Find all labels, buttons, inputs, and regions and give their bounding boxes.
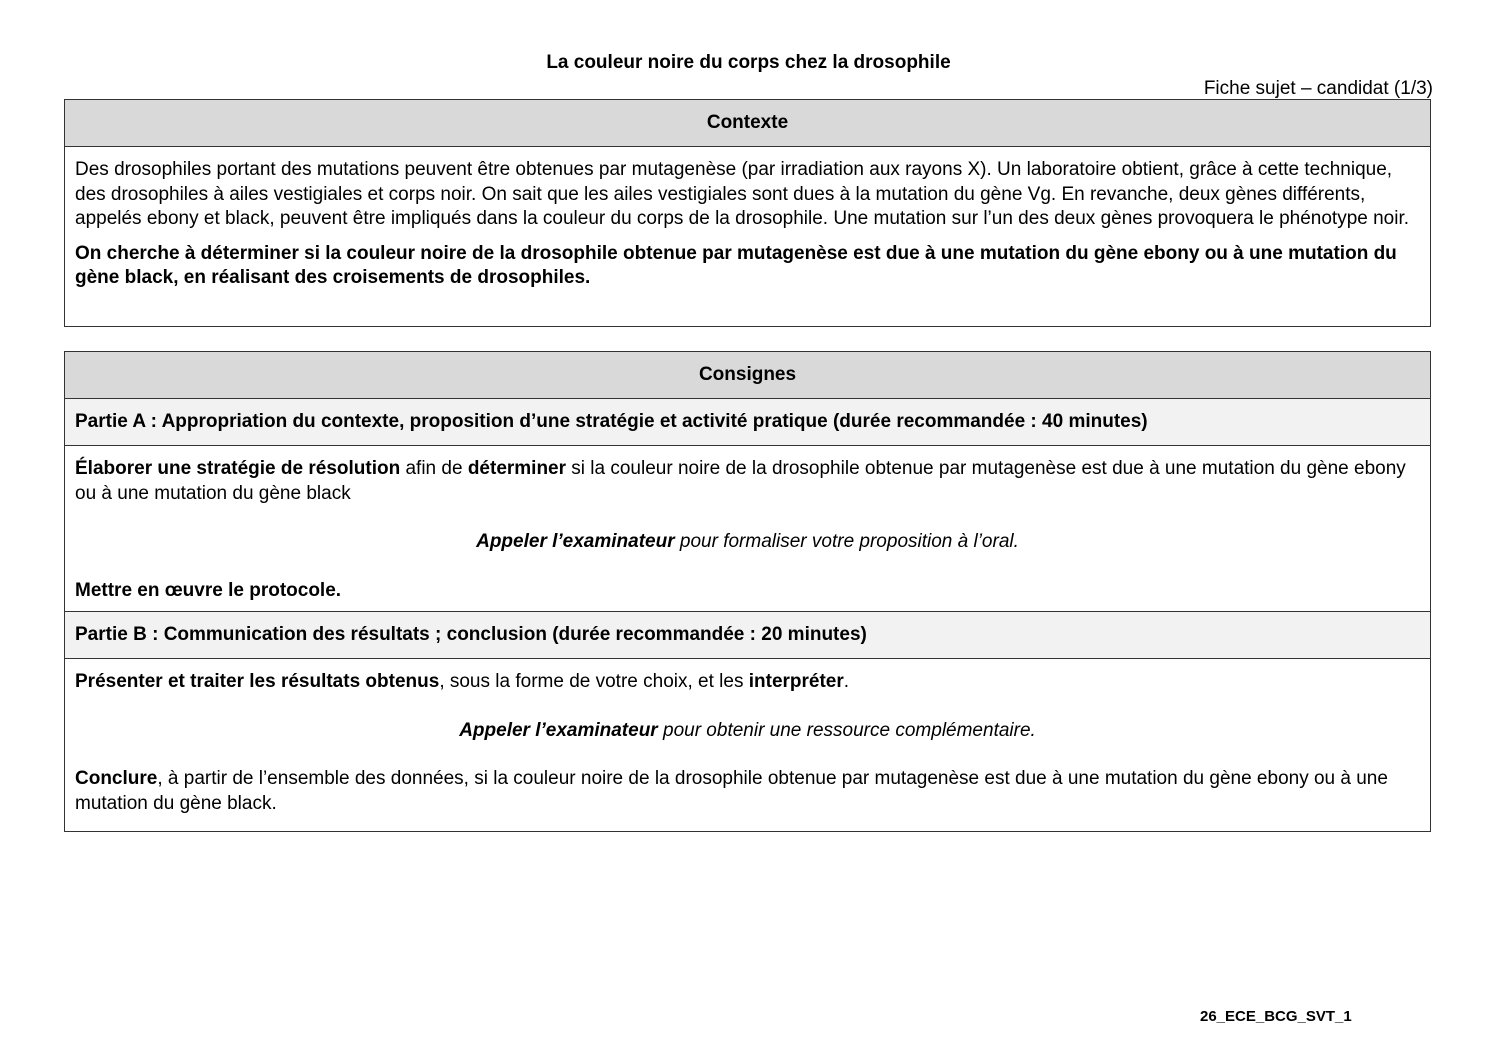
- part-b-present-text2: .: [843, 671, 850, 692]
- part-a-strategy-line: [75, 457, 1420, 506]
- part-b-heading: Partie B : Communication des résultats ; conclusion (durée recommandée : 20 minutes): [65, 612, 1430, 659]
- part-a-call-bold: Appeler l’examinateur: [476, 531, 675, 552]
- document-code: 26_ECE_BCG_SVT_1: [1200, 1008, 1352, 1025]
- instructions-section: [64, 351, 1431, 832]
- part-b-call-examiner: [75, 719, 1420, 744]
- part-a-heading: Partie A : Appropriation du contexte, proposition d’une stratégie et activité pratique (durée recommandée : 40 minutes): [65, 399, 1430, 446]
- part-b-call-text: pour obtenir une ressource complémentaire.: [657, 719, 1036, 741]
- part-b-present-line: [75, 670, 1420, 695]
- part-a-implement: Mettre en œuvre le protocole.: [75, 579, 342, 601]
- context-section: [64, 99, 1431, 327]
- part-b-conclude-text: , à partir de l’ensemble des données, si la couleur noire de la drosophile obtenue par mutagenèse est due à une mutation du gène ebony ou à une mutation du gène black.: [75, 768, 1388, 814]
- context-body: [65, 147, 1430, 291]
- document-title: La couleur noire du corps chez la drosophile: [546, 52, 951, 73]
- document-subtitle: Fiche sujet – candidat (1/3): [1203, 78, 1433, 99]
- instructions-heading: Consignes: [65, 352, 1430, 399]
- part-b-conclude-line: [75, 767, 1420, 816]
- part-a-call-examiner: [75, 530, 1420, 555]
- part-a-strategy-bold: Élaborer une stratégie de résolution: [75, 458, 401, 479]
- part-a-body: [65, 446, 1430, 612]
- part-a-strategy-text2: si la couleur noire de la drosophile obtenue par mutagenèse est due à une mutation du gène ebony ou à une mutation du gène black: [75, 458, 1406, 504]
- part-b-conclude-bold: Conclure: [75, 768, 158, 789]
- part-b-call-bold: Appeler l’examinateur: [459, 719, 658, 741]
- part-b-interpret-bold: interpréter: [748, 671, 844, 692]
- part-a-determine-bold: déterminer: [467, 458, 567, 479]
- part-b-body: [65, 659, 1430, 816]
- context-heading: Contexte: [65, 100, 1430, 147]
- part-a-call-text: pour formaliser votre proposition à l’oral.: [674, 531, 1019, 552]
- part-a-strategy-text1: afin de: [400, 458, 468, 479]
- context-objective: On cherche à déterminer si la couleur noire de la drosophile obtenue par mutagenèse est due à une mutation du gène ebony ou à une mutation du gène black, en réalisant des croisements de drosophiles.: [75, 242, 1397, 288]
- context-paragraph: Des drosophiles portant des mutations peuvent être obtenues par mutagenèse (par irradiation aux rayons X). Un laboratoire obtient, grâce à cette technique, des drosophiles à ailes vestigiales et corps noir. On sait que les ailes vestigiales sont dues à la mutation du gène Vg. En revanche, deux gènes différents, appelés ebony et black, peuvent être impliqués dans la couleur du corps de la drosophile. Une mutation sur l’un des deux gènes provoquera le phénotype noir.: [75, 159, 1410, 229]
- part-b-present-bold: Présenter et traiter les résultats obtenus: [75, 671, 440, 692]
- part-b-present-text1: , sous la forme de votre choix, et les: [439, 671, 749, 692]
